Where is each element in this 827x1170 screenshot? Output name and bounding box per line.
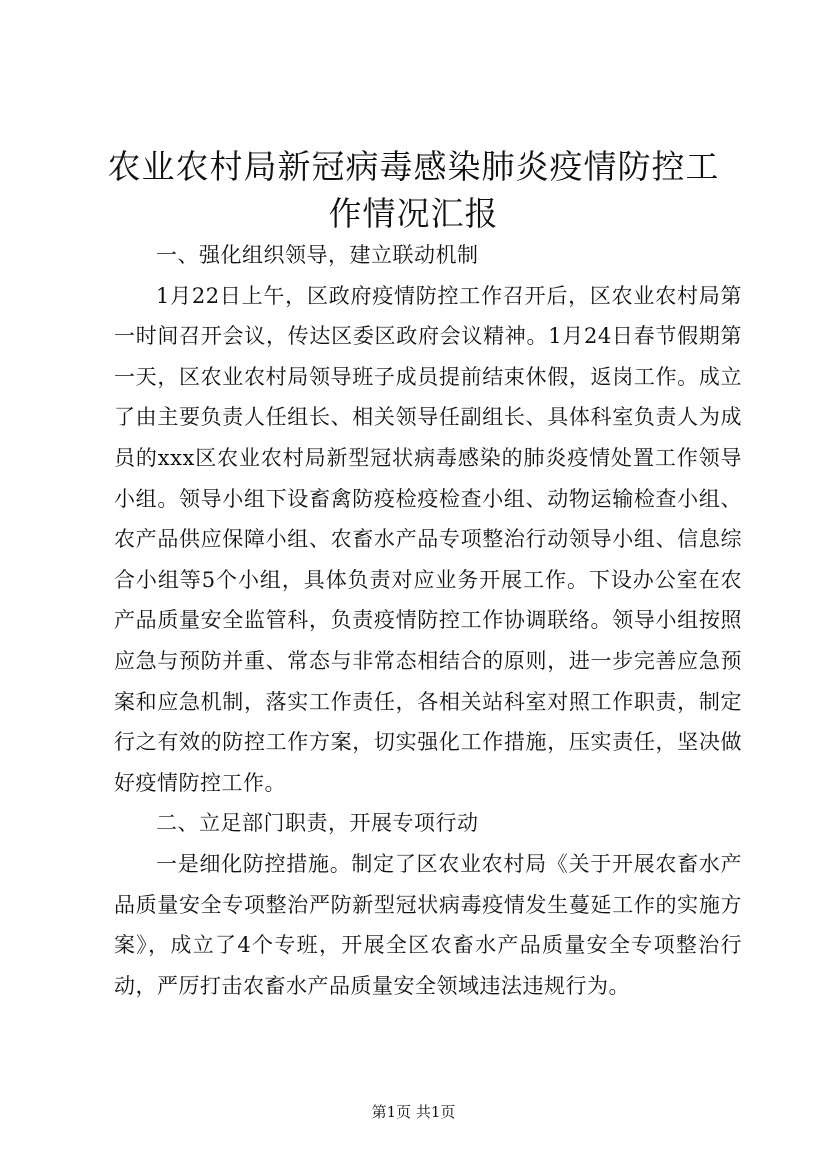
document-title: 农业农村局新冠病毒感染肺炎疫情防控工作情况汇报 [107,147,720,233]
paragraph-2: 一是细化防控措施。制定了区农业农村局《关于开展农畜水产品质量安全专项整治严防新型冠状病毒疫情发生蔓延工作的实施方案》，成立了4个专班，开展全区农畜水产品质量安全专项整治行动，严厉打击农畜水产品质量安全领域违法违规行为。 [114,851,742,998]
page-footer: 第1页 共1页 [371,1103,456,1121]
section-heading-2: 二、立足部门职责，开展专项行动 [156,811,479,836]
document-body [114,235,742,1006]
paragraph-1: 1月22日上午，区政府疫情防控工作召开后，区农业农村局第一时间召开会议，传达区委区政府会议精神。1月24日春节假期第一天，区农业农村局领导班子成员提前结束休假，返岗工作。成立了由主要负责人任组长、相关领导任副组长、具体科室负责人为成员的xxx区农业农村局新型冠状病毒感染的肺炎疫情处置工作领导小组。领导小组下设畜禽防疫检疫检查小组、动物运输检查小组、农产品供应保障小组、农畜水产品专项整治行动领导小组、信息综合小组等5个小组，具体负责对应业务开展工作。下设办公室在农产品质量安全监管科，负责疫情防控工作协调联络。领导小组按照应急与预防并重、常态与非常态相结合的原则，进一步完善应急预案和应急机制，落实工作责任，各相关站科室对照工作职责，制定行之有效的防控工作方案，切实强化工作措施，压实责任，坚决做好疫情防控工作。 [114,283,742,795]
section-heading-1: 一、强化组织领导，建立联动机制 [156,243,479,267]
